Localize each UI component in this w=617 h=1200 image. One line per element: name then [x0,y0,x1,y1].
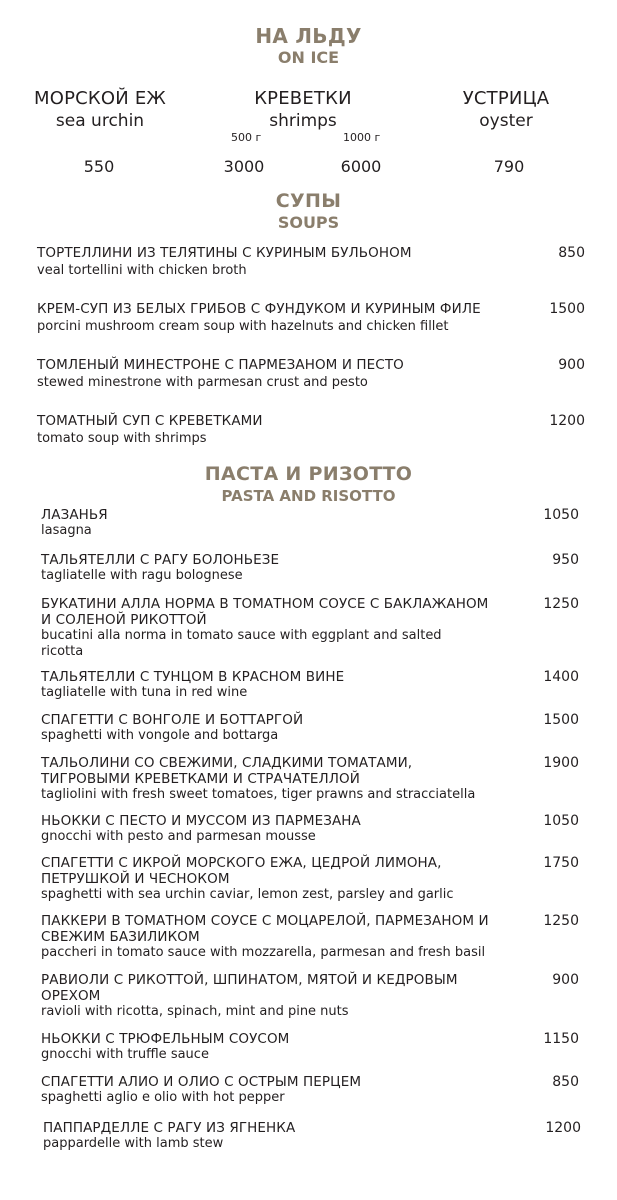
dish-price: 1250 [543,913,579,929]
dish-price: 900 [552,972,579,988]
weight-1000: 1000 г [343,131,381,144]
category-oyster-en: oyster [479,111,533,131]
dish-price: 1200 [549,413,585,429]
dish-price: 1050 [543,507,579,523]
menu-item [41,552,279,584]
dish-name-en: tagliolini with fresh sweet tomatoes, tiger prawns and stracciatella [41,787,476,802]
pasta-title-en: PASTA AND RISOTTO [221,487,396,505]
soups-title-ru: СУПЫ [275,190,342,212]
menu-item [41,1074,361,1106]
dish-name-en: tagliatelle with tuna in red wine [41,685,248,700]
soups-title-en: SOUPS [277,213,340,232]
dish-name-en: bucatini alla norma in tomato sauce with eggplant and salted [41,628,442,643]
dish-name-en: stewed minestrone with parmesan crust and pesto [37,375,368,390]
dish-price: 1200 [545,1120,581,1136]
dish-name-en: lasagna [41,523,92,538]
dish-name-ru: НЬОККИ С ПЕСТО И МУССОМ ИЗ ПАРМЕЗАНА [41,813,361,829]
dish-name-ru: СПАГЕТТИ АЛИО И ОЛИО С ОСТРЫМ ПЕРЦЕМ [41,1074,362,1090]
menu-item [41,669,344,701]
weight-500: 500 г [231,131,262,144]
dish-price: 1150 [543,1031,579,1047]
dish-price: 850 [552,1074,579,1090]
dish-name-ru: СВЕЖИМ БАЗИЛИКОМ [41,929,200,945]
dish-name-ru: ТОМАТНЫЙ СУП С КРЕВЕТКАМИ [37,413,263,429]
on-ice-title-en: ON ICE [277,48,340,67]
dish-price: 1250 [543,596,579,612]
dish-name-en: gnocchi with pesto and parmesan mousse [41,829,316,844]
price-shrimps-1000: 6000 [340,157,382,176]
menu-item [43,1120,295,1152]
dish-name-ru: ТАЛЬОЛИНИ СО СВЕЖИМИ, СЛАДКИМИ ТОМАТАМИ, [41,755,413,771]
menu-item [37,301,481,335]
dish-price: 1050 [543,813,579,829]
dish-name-ru: СПАГЕТТИ С ВОНГОЛЕ И БОТТАРГОЙ [41,712,304,728]
dish-name-ru: ПАППАРДЕЛЛЕ С РАГУ ИЗ ЯГНЕНКА [43,1120,296,1136]
dish-name-ru: СПАГЕТТИ С ИКРОЙ МОРСКОГО ЕЖА, ЦЕДРОЙ ЛИМОНА, [41,855,442,871]
dish-name-ru: И СОЛЕНОЙ РИКОТТОЙ [41,612,207,628]
menu-item [41,596,488,660]
dish-name-ru: ТАЛЬЯТЕЛЛИ С РАГУ БОЛОНЬЕЗЕ [41,552,280,568]
dish-price: 1500 [549,301,585,317]
dish-name-ru: ТИГРОВЫМИ КРЕВЕТКАМИ И СТРАЧАТЕЛЛОЙ [41,771,360,787]
menu-item [41,1031,289,1063]
dish-name-en: tomato soup with shrimps [37,431,207,446]
menu-item [37,245,412,279]
dish-name-en: pappardelle with lamb stew [43,1136,224,1151]
price-shrimps-500: 3000 [223,157,265,176]
dish-name-en: ricotta [41,644,84,659]
price-oyster: 790 [493,157,525,176]
dish-name-en: spaghetti aglio e olio with hot pepper [41,1090,285,1105]
dish-name-ru: ТОМЛЕНЫЙ МИНЕСТРОНЕ С ПАРМЕЗАНОМ И ПЕСТО [37,357,404,373]
dish-name-ru: РАВИОЛИ С РИКОТТОЙ, ШПИНАТОМ, МЯТОЙ И КЕДРОВЫМ [41,972,458,988]
on-ice-title-ru: НА ЛЬДУ [255,24,362,48]
dish-price: 1400 [543,669,579,685]
category-sea-urchin-en: sea urchin [55,111,145,131]
category-shrimps-ru: КРЕВЕТКИ [254,88,352,109]
dish-price: 900 [558,357,585,373]
dish-name-en: spaghetti with sea urchin caviar, lemon zest, parsley and garlic [41,887,454,902]
menu-item [41,972,458,1020]
menu-item [41,712,303,744]
price-sea-urchin: 550 [83,157,115,176]
dish-price: 850 [558,245,585,261]
dish-name-ru: ТОРТЕЛЛИНИ ИЗ ТЕЛЯТИНЫ С КУРИНЫМ БУЛЬОНОМ [37,245,412,261]
category-sea-urchin-ru: МОРСКОЙ ЕЖ [33,88,167,109]
dish-price: 1750 [543,855,579,871]
dish-name-en: veal tortellini with chicken broth [37,263,247,278]
dish-name-ru: ПЕТРУШКОЙ И ЧЕСНОКОМ [41,871,230,887]
category-shrimps-en: shrimps [269,111,337,131]
dish-name-ru: НЬОККИ С ТРЮФЕЛЬНЫМ СОУСОМ [41,1031,290,1047]
category-oyster-ru: УСТРИЦА [462,88,550,109]
menu-item [37,357,404,391]
menu-item [41,507,108,539]
dish-name-en: paccheri in tomato sauce with mozzarella, parmesan and fresh basil [41,945,486,960]
menu-item [41,755,475,803]
dish-price: 950 [552,552,579,568]
pasta-title-ru: ПАСТА И РИЗОТТО [204,463,413,485]
menu-item [41,813,361,845]
dish-name-en: gnocchi with truffle sauce [41,1047,209,1062]
dish-name-en: porcini mushroom cream soup with hazelnuts and chicken fillet [37,319,449,334]
menu-item [37,413,263,447]
dish-name-en: ravioli with ricotta, spinach, mint and pine nuts [41,1004,349,1019]
menu-item [41,913,489,961]
menu-item [41,855,454,903]
dish-name-en: tagliatelle with ragu bolognese [41,568,243,583]
dish-name-ru: ОРЕХОМ [41,988,101,1004]
dish-name-ru: ТАЛЬЯТЕЛЛИ С ТУНЦОМ В КРАСНОМ ВИНЕ [41,669,345,685]
dish-price: 1900 [543,755,579,771]
dish-price: 1500 [543,712,579,728]
dish-name-ru: БУКАТИНИ АЛЛА НОРМА В ТОМАТНОМ СОУСЕ С БАКЛАЖАНОМ [41,596,489,612]
dish-name-ru: ПАККЕРИ В ТОМАТНОМ СОУСЕ С МОЦАРЕЛОЙ, ПАРМЕЗАНОМ И [41,913,489,929]
dish-name-ru: КРЕМ-СУП ИЗ БЕЛЫХ ГРИБОВ С ФУНДУКОМ И КУРИНЫМ ФИЛЕ [37,301,481,317]
dish-name-en: spaghetti with vongole and bottarga [41,728,279,743]
dish-name-ru: ЛАЗАНЬЯ [41,507,108,523]
